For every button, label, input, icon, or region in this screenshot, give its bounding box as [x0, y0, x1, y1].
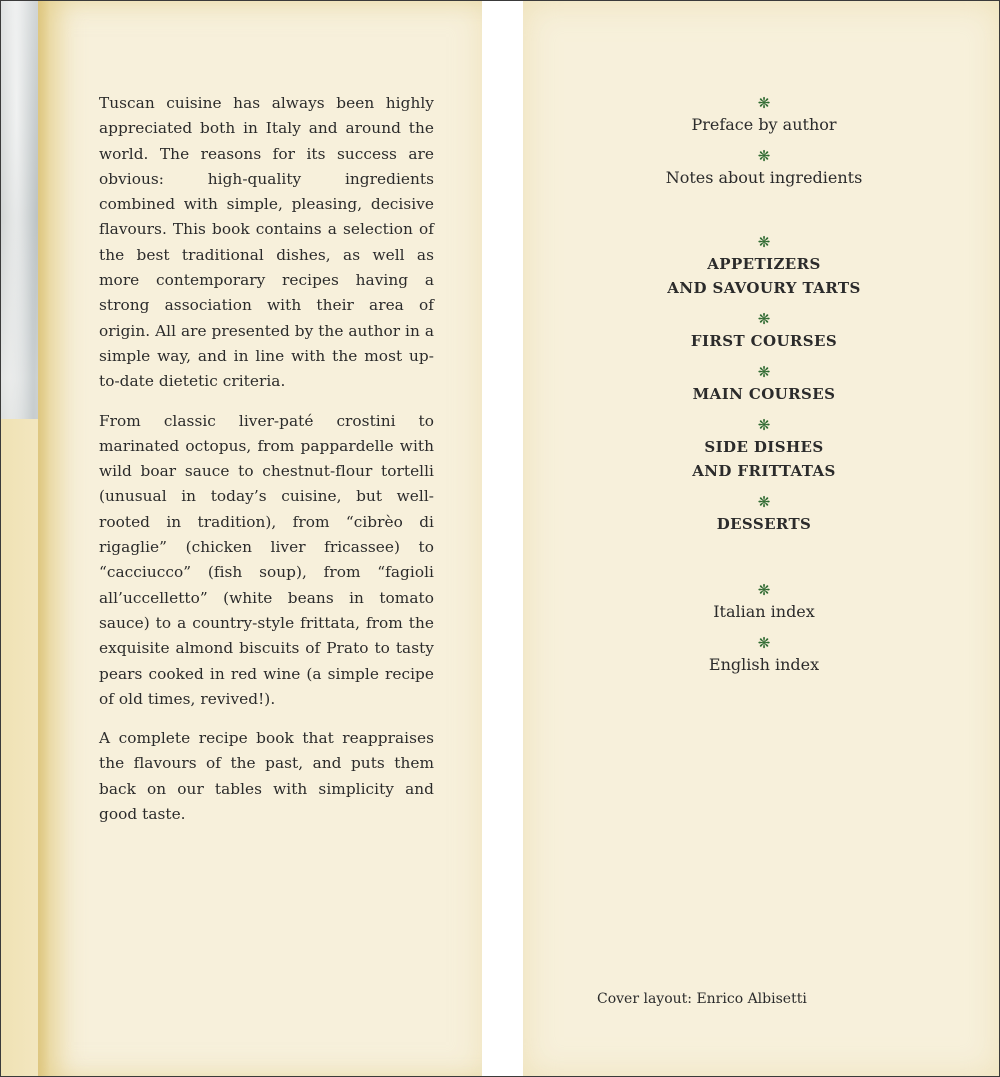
- toc-item-label: Italian index: [713, 602, 815, 621]
- flower-bullet-icon: ❋: [757, 416, 771, 434]
- blurb-paragraph-1: Tuscan cuisine has always been highly appreciated both in Italy and around the world. The reasons for its success are obvious: high-quality ingredients combined with simple, pleasing, decisive flavours. This book contains a selection of the best traditional dishes, as well as more contemporary recipes having a strong association with their area of origin. All are presented by the author in a simple way, and in line with the most up-to-date dietetic criteria.: [99, 94, 434, 391]
- table-of-contents: [523, 93, 1000, 677]
- flower-bullet-icon: ❋: [757, 493, 771, 511]
- blurb-paragraph-3: A complete recipe book that reappraises the flavours of the past, and puts them back on our tables with simplicity and good taste.: [99, 729, 434, 824]
- toc-group: [523, 232, 1000, 536]
- flower-bullet-icon: ❋: [757, 634, 771, 652]
- toc-item-label: SIDE DISHES AND FRITTATAS: [692, 438, 836, 480]
- toc-item-label: APPETIZERS AND SAVOURY TARTS: [667, 255, 861, 297]
- flower-bullet-icon: ❋: [757, 310, 771, 328]
- blurb-paragraph-2: From classic liver-paté crostini to marinated octopus, from pappardelle with wild boar sauce to chestnut-flour tortelli (unusual in today’s cuisine, but well-rooted in tradition), from “cibrèo di rigaglie” (chicken liver fricassee) to “cacciucco” (fish soup), from “fagioli all’uccelletto” (white beans in tomato sauce) to a country-style frittata, from the exquisite almond biscuits of Prato to tasty pears cooked in red wine (a simple recipe of old times, revived!).: [99, 411, 434, 708]
- toc-item[interactable]: [523, 492, 1000, 536]
- toc-item-label: Preface by author: [691, 115, 837, 134]
- blurb-text: [99, 91, 434, 841]
- flower-bullet-icon: ❋: [757, 581, 771, 599]
- toc-item-label: FIRST COURSES: [690, 332, 838, 350]
- toc-item[interactable]: [523, 362, 1000, 406]
- flower-bullet-icon: ❋: [757, 147, 771, 165]
- toc-item[interactable]: [523, 232, 1000, 300]
- toc-item[interactable]: [523, 580, 1000, 624]
- flower-bullet-icon: ❋: [757, 233, 771, 251]
- flower-bullet-icon: ❋: [757, 94, 771, 112]
- cover-credit: Cover layout: Enrico Albisetti: [597, 991, 807, 1007]
- toc-item-label: Notes about ingredients: [665, 168, 863, 187]
- toc-item[interactable]: [523, 93, 1000, 137]
- toc-group: [523, 93, 1000, 190]
- toc-item-label: DESSERTS: [716, 515, 812, 533]
- toc-group: [523, 580, 1000, 677]
- toc-item[interactable]: [523, 309, 1000, 353]
- toc-item[interactable]: [523, 146, 1000, 190]
- page-gutter: [482, 1, 523, 1077]
- flower-bullet-icon: ❋: [757, 363, 771, 381]
- toc-item[interactable]: [523, 633, 1000, 677]
- toc-item-label: MAIN COURSES: [692, 385, 836, 403]
- toc-item-label: English index: [708, 655, 820, 674]
- toc-item[interactable]: [523, 415, 1000, 483]
